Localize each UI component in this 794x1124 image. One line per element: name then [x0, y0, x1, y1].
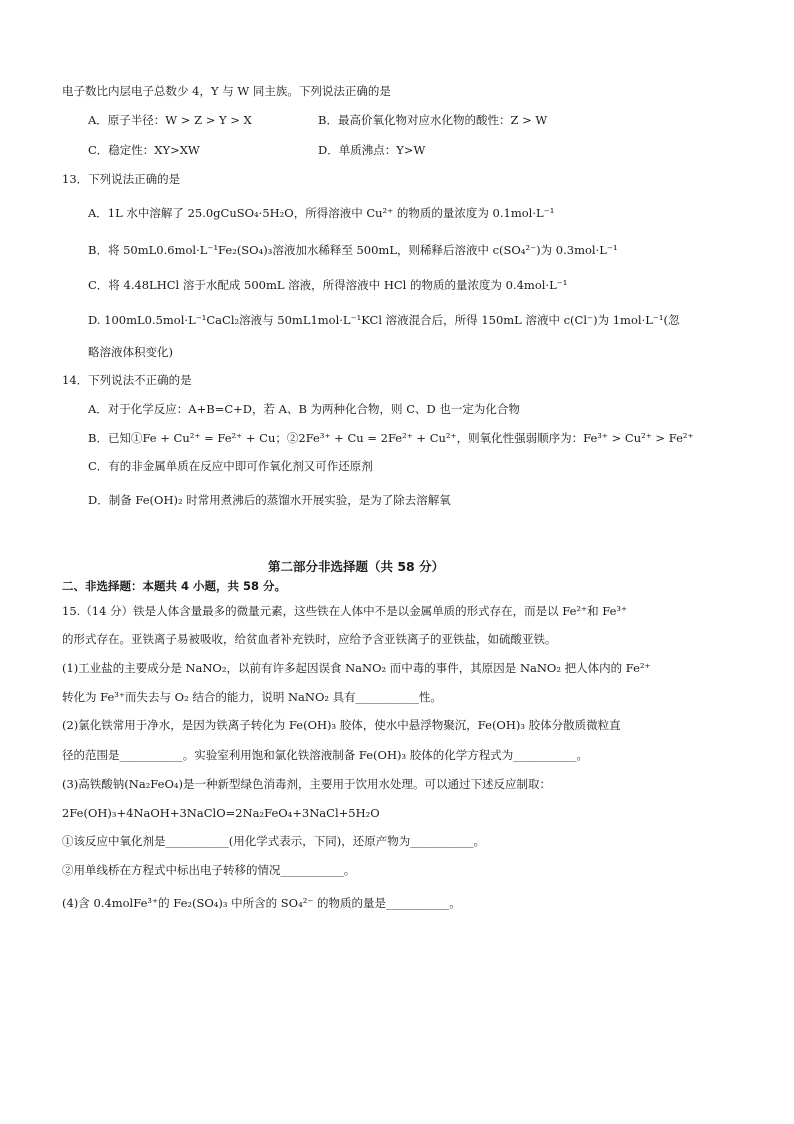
- option-a: A．对于化学反应：A+B=C+D，若 A、B 为两种化合物，则 C、D 也一定为化合物: [88, 402, 520, 416]
- question-15-intro-line1: 15.（14 分）铁是人体含量最多的微量元素，这些铁在人体中不是以金属单质的形式存在，而是以 Fe²⁺和 Fe³⁺: [62, 604, 628, 618]
- part-3-sub-ii: ②用单线桥在方程式中标出电子转移的情况___________。: [62, 863, 356, 877]
- part-1-line2: 转化为 Fe³⁺而失去与 O₂ 结合的能力，说明 NaNO₂ 具有___________性。: [62, 690, 442, 704]
- option-a: A．1L 水中溶解了 25.0gCuSO₄·5H₂O，所得溶液中 Cu²⁺ 的物质的量浓度为 0.1mol·L⁻¹: [88, 206, 555, 220]
- option-a: A．原子半径：W > Z > Y > X: [88, 113, 252, 127]
- option-d-continued: 略溶液体积变化): [88, 345, 173, 359]
- option-c: C．稳定性：XY>XW: [88, 143, 200, 157]
- option-b: B．最高价氧化物对应水化物的酸性：Z > W: [318, 113, 548, 127]
- part-2-line2: 径的范围是___________。实验室利用饱和氯化铁溶液制备 Fe(OH)₃ 胶体的化学方程式为___________。: [62, 748, 589, 762]
- option-b: B．已知①Fe + Cu²⁺ = Fe²⁺ + Cu；②2Fe³⁺ + Cu = 2Fe²⁺ + Cu²⁺，则氧化性强弱顺序为：Fe³⁺ > Cu²⁺ > Fe²⁺: [88, 431, 694, 445]
- part-two-title: 第二部分非选择题（共 58 分）: [268, 559, 445, 574]
- question-12-stem: 电子数比内层电子总数少 4，Y 与 W 同主族。下列说法正确的是: [62, 84, 391, 98]
- question-14-stem: 14．下列说法不正确的是: [62, 373, 192, 387]
- part-2-line1: (2)氯化铁常用于净水，是因为铁离子转化为 Fe(OH)₃ 胶体，使水中悬浮物聚沉，Fe(OH)₃ 胶体分散质微粒直: [62, 718, 621, 732]
- part-3-equation: 2Fe(OH)₃+4NaOH+3NaClO=2Na₂FeO₄+3NaCl+5H₂O: [62, 806, 380, 820]
- option-b: B．将 50mL0.6mol·L⁻¹Fe₂(SO₄)₃溶液加水稀释至 500mL，则稀释后溶液中 c(SO₄²⁻)为 0.3mol·L⁻¹: [88, 243, 618, 257]
- option-c: C．将 4.48LHCl 溶于水配成 500mL 溶液，所得溶液中 HCl 的物质的量浓度为 0.4mol·L⁻¹: [88, 278, 568, 292]
- question-13-stem: 13．下列说法正确的是: [62, 172, 181, 186]
- question-15-intro-line2: 的形式存在。亚铁离子易被吸收，给贫血者补充铁时，应给予含亚铁离子的亚铁盐，如硫酸亚铁。: [62, 632, 557, 646]
- option-c: C．有的非金属单质在反应中即可作氧化剂又可作还原剂: [88, 459, 373, 473]
- part-3-line1: (3)高铁酸钠(Na₂FeO₄)是一种新型绿色消毒剂，主要用于饮用水处理。可以通过下述反应制取：: [62, 777, 551, 791]
- section-heading: 二、非选择题：本题共 4 小题，共 58 分。: [62, 579, 287, 593]
- part-4-line: (4)含 0.4molFe³⁺的 Fe₂(SO₄)₃ 中所含的 SO₄²⁻ 的物质的量是___________。: [62, 896, 461, 910]
- option-d: D．单质沸点：Y>W: [318, 143, 426, 157]
- option-d: D．制备 Fe(OH)₂ 时常用煮沸后的蒸馏水开展实验，是为了除去溶解氧: [88, 493, 451, 507]
- part-3-sub-i: ①该反应中氧化剂是___________(用化学式表示，下同)，还原产物为___________。: [62, 834, 485, 848]
- part-1-line1: (1)工业盐的主要成分是 NaNO₂，以前有许多起因误食 NaNO₂ 而中毒的事件，其原因是 NaNO₂ 把人体内的 Fe²⁺: [62, 661, 651, 675]
- option-d: D. 100mL0.5mol·L⁻¹CaCl₂溶液与 50mL1mol·L⁻¹KCl 溶液混合后，所得 150mL 溶液中 c(Cl⁻)为 1mol·L⁻¹(忽: [88, 313, 680, 327]
